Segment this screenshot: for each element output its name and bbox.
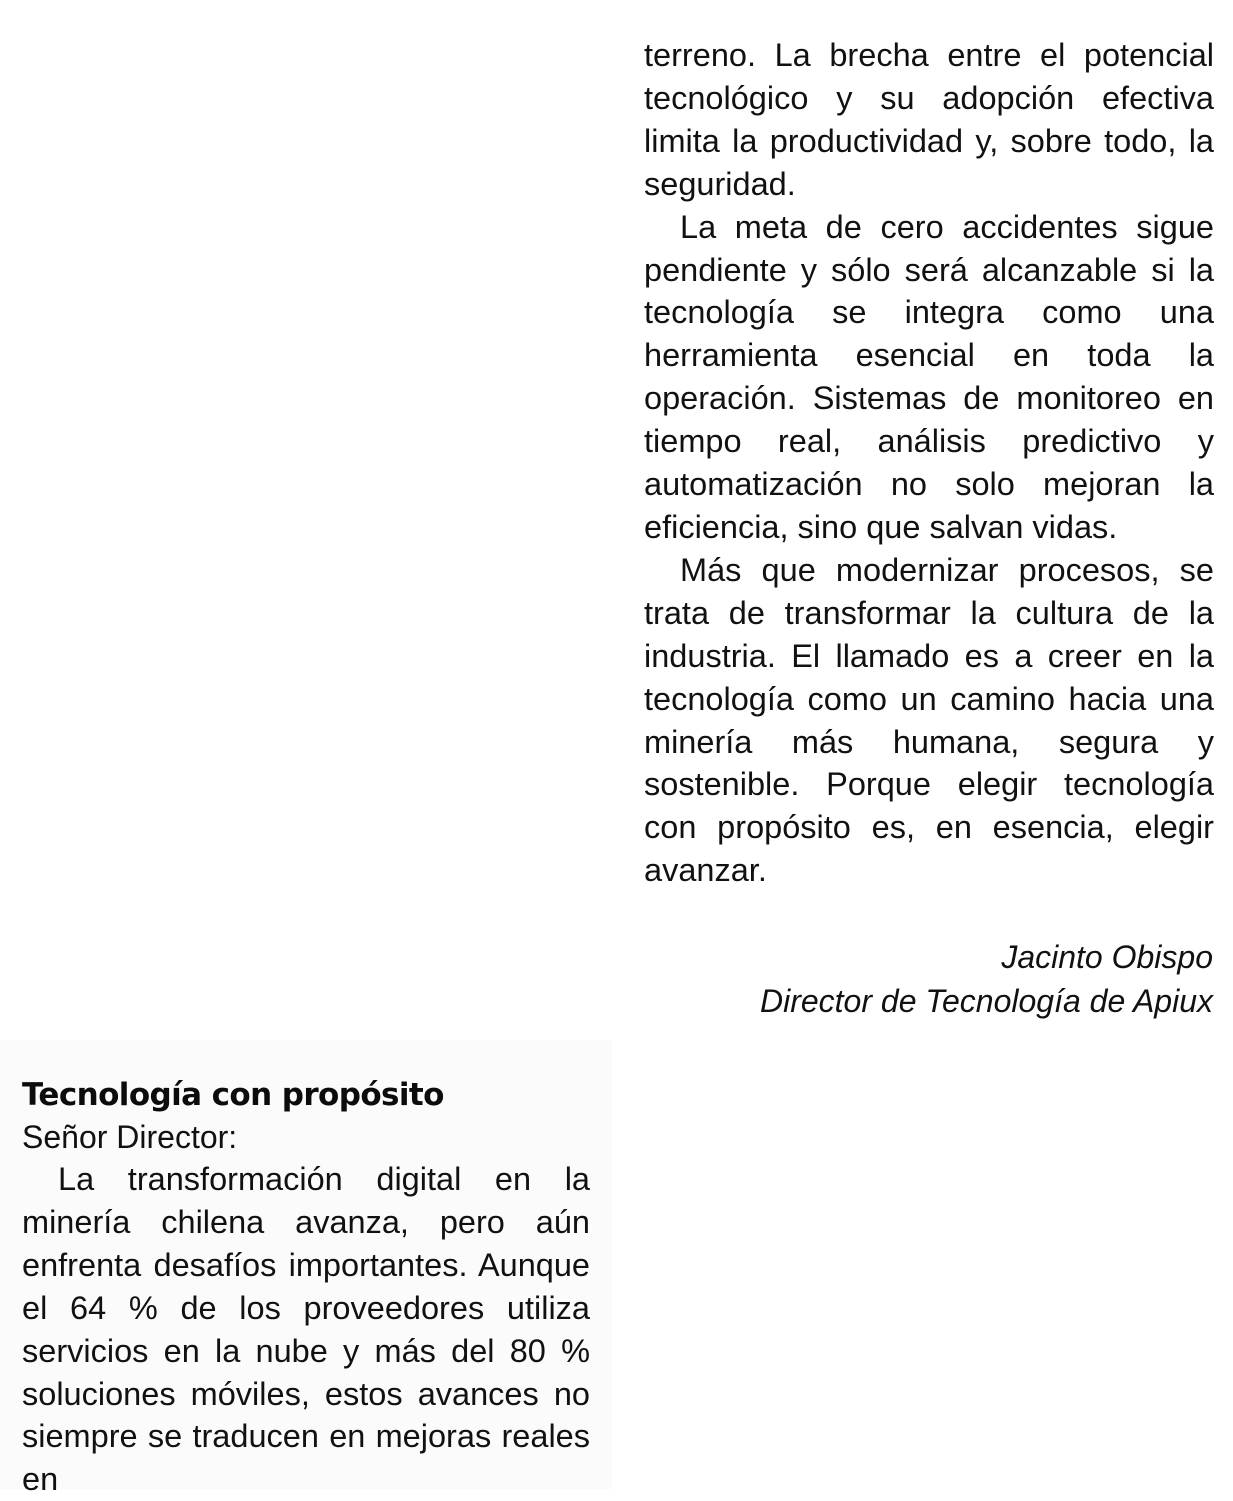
letter-headline: Tecnología con propósito	[22, 1077, 444, 1113]
letter-continuation-column	[644, 34, 1214, 892]
letter-salutation: Señor Director:	[22, 1119, 238, 1155]
author-title: Director de Tecnología de Apiux	[759, 983, 1213, 1019]
body-paragraph: Más que modernizar procesos, se trata de transformar la cultura de la industria. El llamado es a creer en la tecnología como un camino hacia una minería más humana, segura y sostenible. Porque elegir tecnología con propósito es, en esencia, elegir avanzar.	[644, 551, 1214, 889]
body-paragraph: La meta de cero accidentes sigue pendiente y sólo será alcanzable si la tecnología se integra como una herramienta esencial en toda la operación. Sistemas de monitoreo en tiempo real, análisis predictivo y automatización no solo mejoran la eficiencia, sino que salvan vidas.	[644, 208, 1214, 545]
author-name: Jacinto Obispo	[1001, 939, 1213, 975]
body-paragraph: La transformación digital en la minería chilena avanza, pero aún enfrenta desafíos importantes. Aunque el 64 % de los proveedores utiliza servicios en la nube y más del 80 % soluciones móviles, estos avances no siempre se traducen en mejoras reales en	[22, 1161, 590, 1498]
letter-signature	[693, 935, 1213, 1023]
letter-start-column	[22, 1074, 590, 1501]
body-paragraph: terreno. La brecha entre el potencial tecnológico y su adopción efectiva limita la productividad y, sobre todo, la seguridad.	[644, 37, 1214, 202]
